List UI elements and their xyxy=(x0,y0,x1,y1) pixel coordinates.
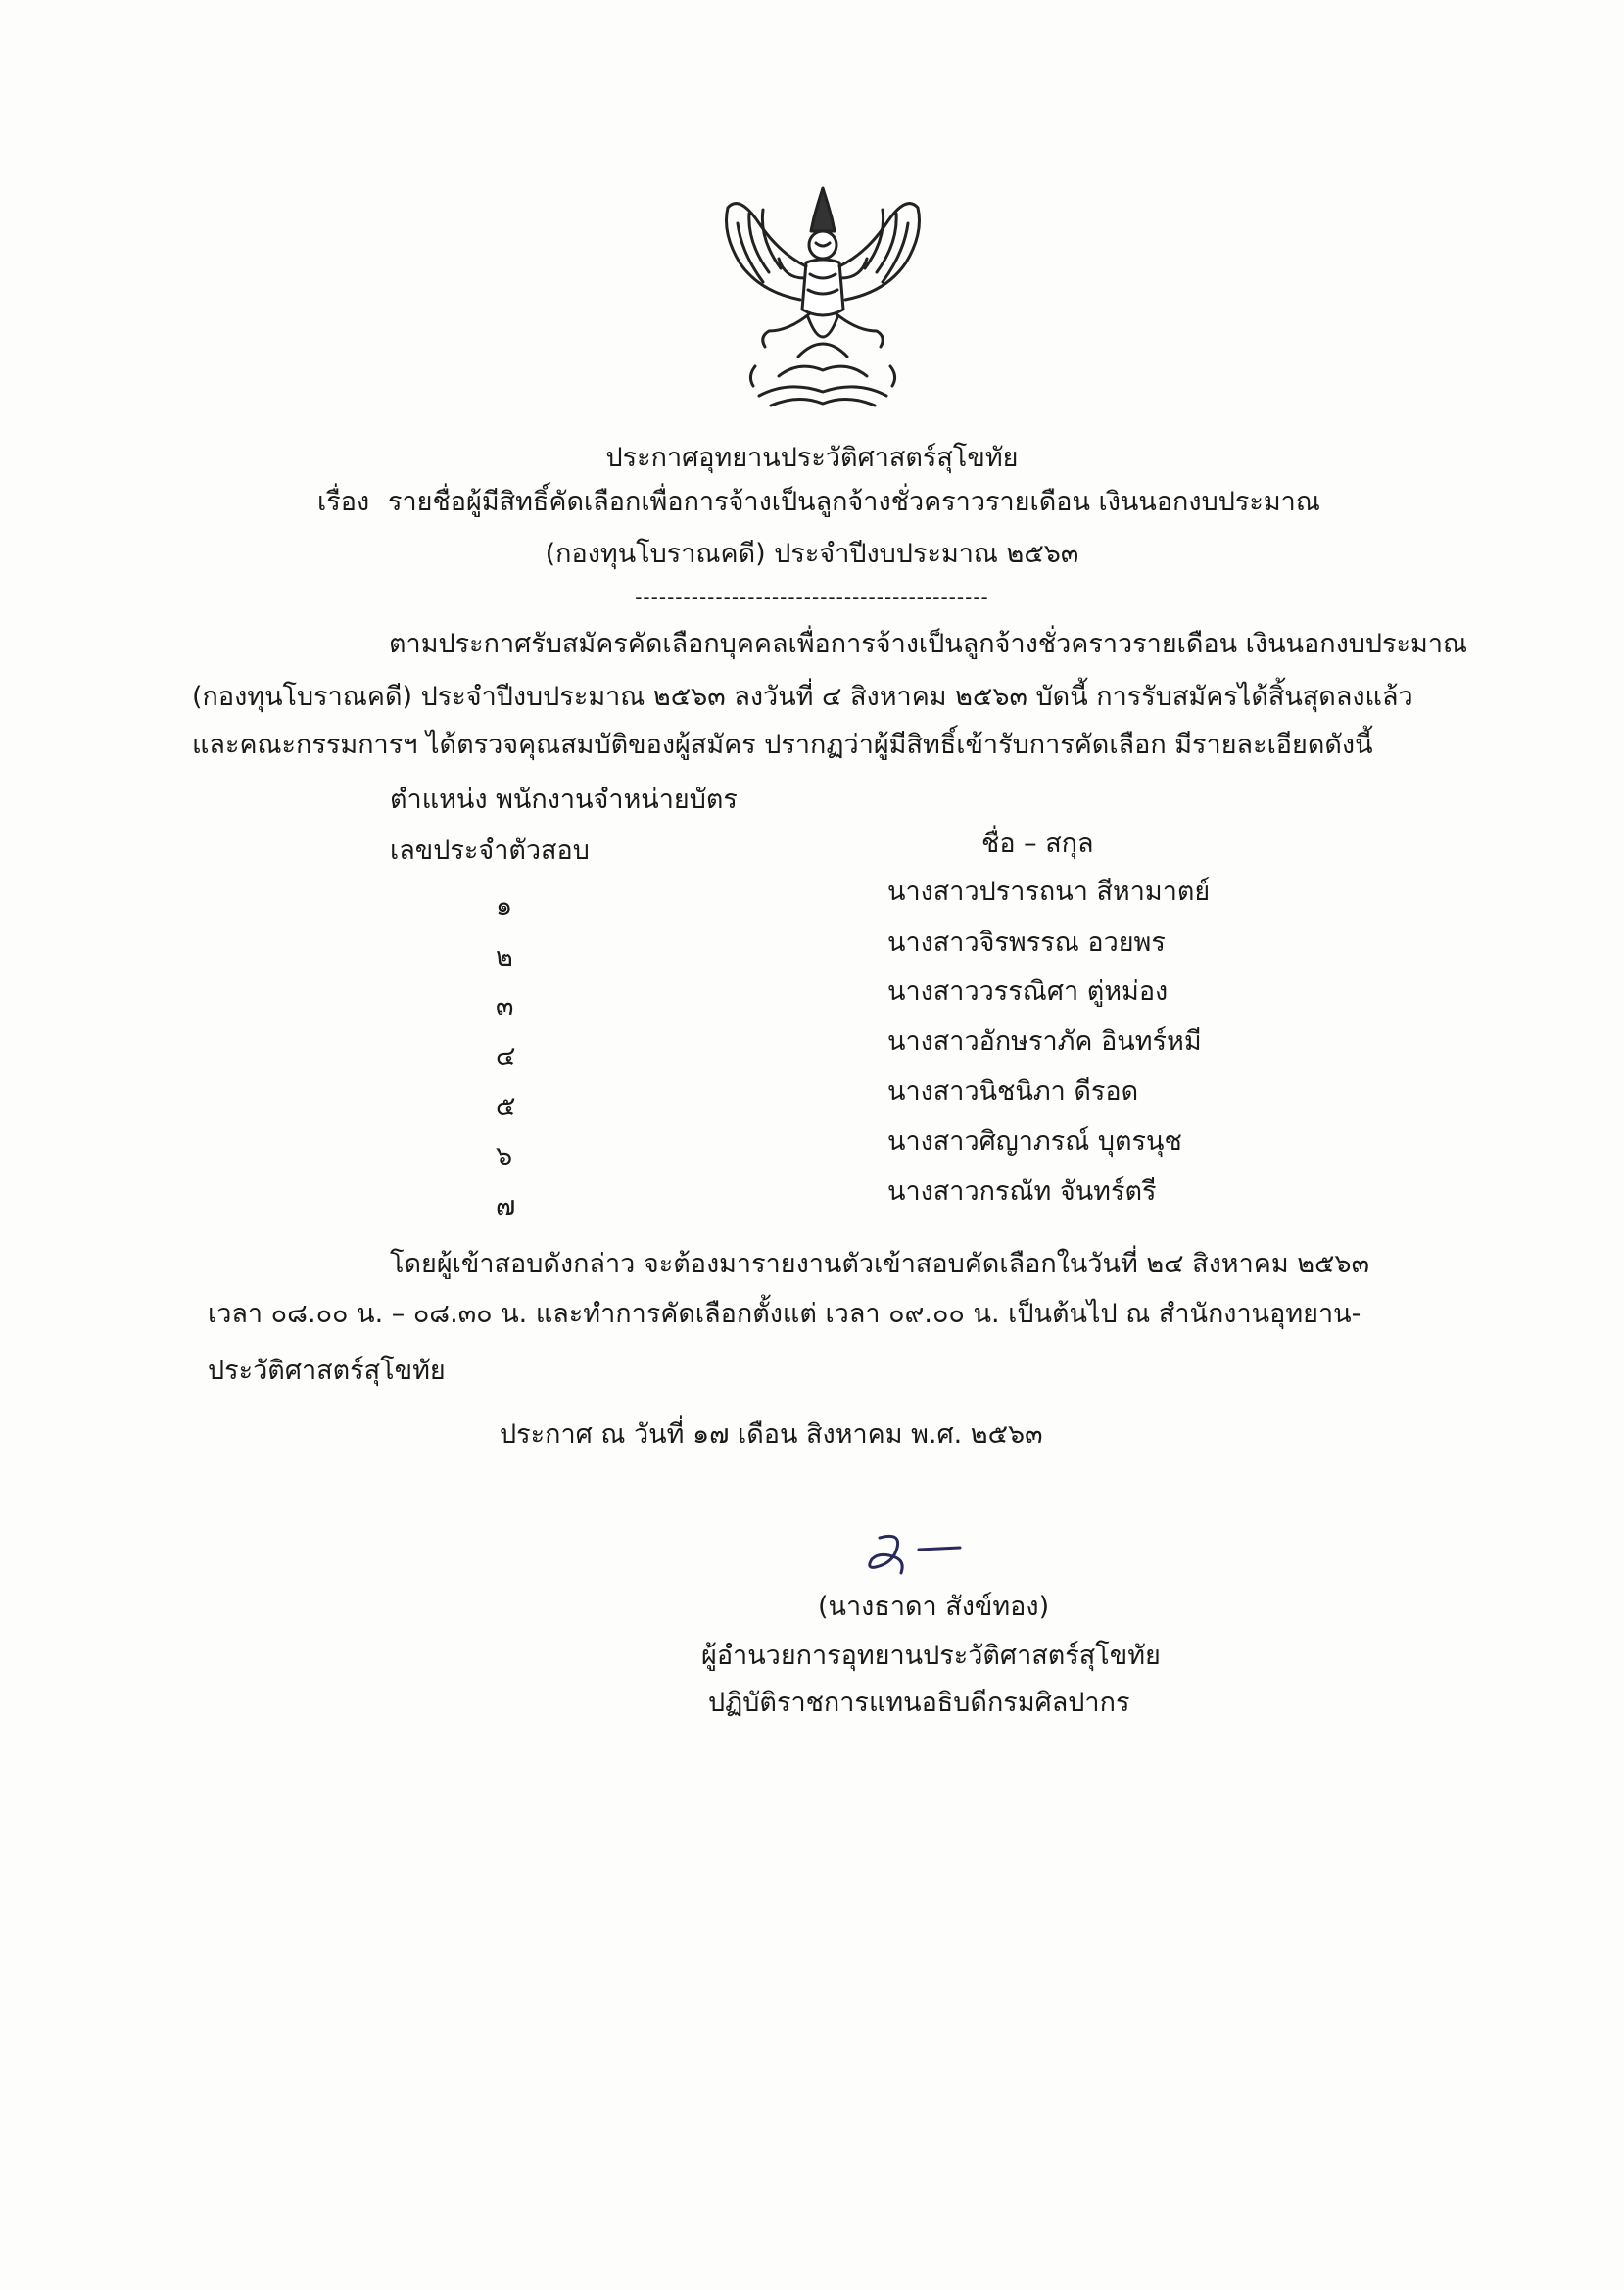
candidate-name: นางสาววรรณิศา ตู่หม่อง xyxy=(887,977,1169,1007)
separator-line: -------------------------------------------- xyxy=(635,586,989,609)
candidate-id: ๑ xyxy=(496,891,513,922)
candidate-name: นางสาวกรณัท จันทร์ตรี xyxy=(887,1176,1157,1207)
paragraph-1-line-1: ตามประกาศรับสมัครคัดเลือกบุคคลเพื่อการจ้างเป็นลูกจ้างชั่วคราวรายเดือน เงินนอกงบประมาณ xyxy=(389,629,1468,659)
candidate-name: นางสาวศิญาภรณ์ บุตรนุช xyxy=(887,1126,1182,1157)
announcement-title: ประกาศอุทยานประวัติศาสตร์สุโขทัย xyxy=(605,443,1019,473)
candidate-id: ๕ xyxy=(496,1091,516,1121)
subject-line-2: (กองทุนโบราณคดี) ประจำปีงบประมาณ ๒๕๖๓ xyxy=(545,539,1079,569)
paragraph-2-line-3: ประวัติศาสตร์สุโขทัย xyxy=(208,1356,446,1386)
candidate-id: ๒ xyxy=(496,942,513,973)
signature-mark-icon xyxy=(862,1528,970,1587)
paragraph-2-line-1: โดยผู้เข้าสอบดังกล่าว จะต้องมารายงานตัวเข้าสอบคัดเลือกในวันที่ ๒๔ สิงหาคม ๒๕๖๓ xyxy=(390,1249,1370,1279)
candidate-name: นางสาวนิชนิภา ดีรอด xyxy=(887,1076,1139,1107)
column-header-exam-id: เลขประจำตัวสอบ xyxy=(390,835,590,866)
garuda-emblem-icon xyxy=(720,184,926,411)
subject-label: เรื่อง xyxy=(317,487,370,517)
paragraph-1-line-3: และคณะกรรมการฯ ได้ตรวจคุณสมบัติของผู้สมัคร ปรากฏว่าผู้มีสิทธิ์เข้ารับการคัดเลือก มีรายละเอียดดังนี้ xyxy=(192,730,1373,760)
candidate-name: นางสาวอักษราภัค อินทร์หมี xyxy=(887,1026,1202,1057)
candidate-id: ๓ xyxy=(496,991,514,1022)
paragraph-1-line-2: (กองทุนโบราณคดี) ประจำปีงบประมาณ ๒๕๖๓ ลงวันที่ ๔ สิงหาคม ๒๕๖๓ บัดนี้ การรับสมัครได้สิ้นสุดลงแล้ว xyxy=(192,682,1413,712)
candidate-id: ๔ xyxy=(496,1041,516,1072)
paragraph-2-line-2: เวลา ๐๘.๐๐ น. – ๐๘.๓๐ น. และทำการคัดเลือกตั้งแต่ เวลา ๐๙.๐๐ น. เป็นต้นไป ณ สำนักงานอุทยาน- xyxy=(208,1299,1361,1329)
position-line: ตำแหน่ง พนักงานจำหน่ายบัตร xyxy=(390,785,738,815)
candidate-name: นางสาวจิรพรรณ อวยพร xyxy=(887,928,1166,958)
signatory-name: (นางธาดา สังข์ทอง) xyxy=(818,1592,1050,1622)
candidate-name: นางสาวปรารถนา สีหามาตย์ xyxy=(887,877,1211,907)
candidate-id: ๗ xyxy=(496,1191,516,1221)
signatory-title-2: ปฏิบัติราชการแทนอธิบดีกรมศิลปากร xyxy=(708,1688,1130,1718)
candidate-id: ๖ xyxy=(496,1141,513,1171)
announcement-date: ประกาศ ณ วันที่ ๑๗ เดือน สิงหาคม พ.ศ. ๒๕๖๓ xyxy=(500,1419,1043,1450)
subject-line-1: รายชื่อผู้มีสิทธิ์คัดเลือกเพื่อการจ้างเป็นลูกจ้างชั่วคราวรายเดือน เงินนอกงบประมาณ xyxy=(388,487,1320,517)
signatory-title-1: ผู้อำนวยการอุทยานประวัติศาสตร์สุโขทัย xyxy=(701,1641,1161,1671)
column-header-name: ชื่อ – สกุล xyxy=(981,829,1094,859)
